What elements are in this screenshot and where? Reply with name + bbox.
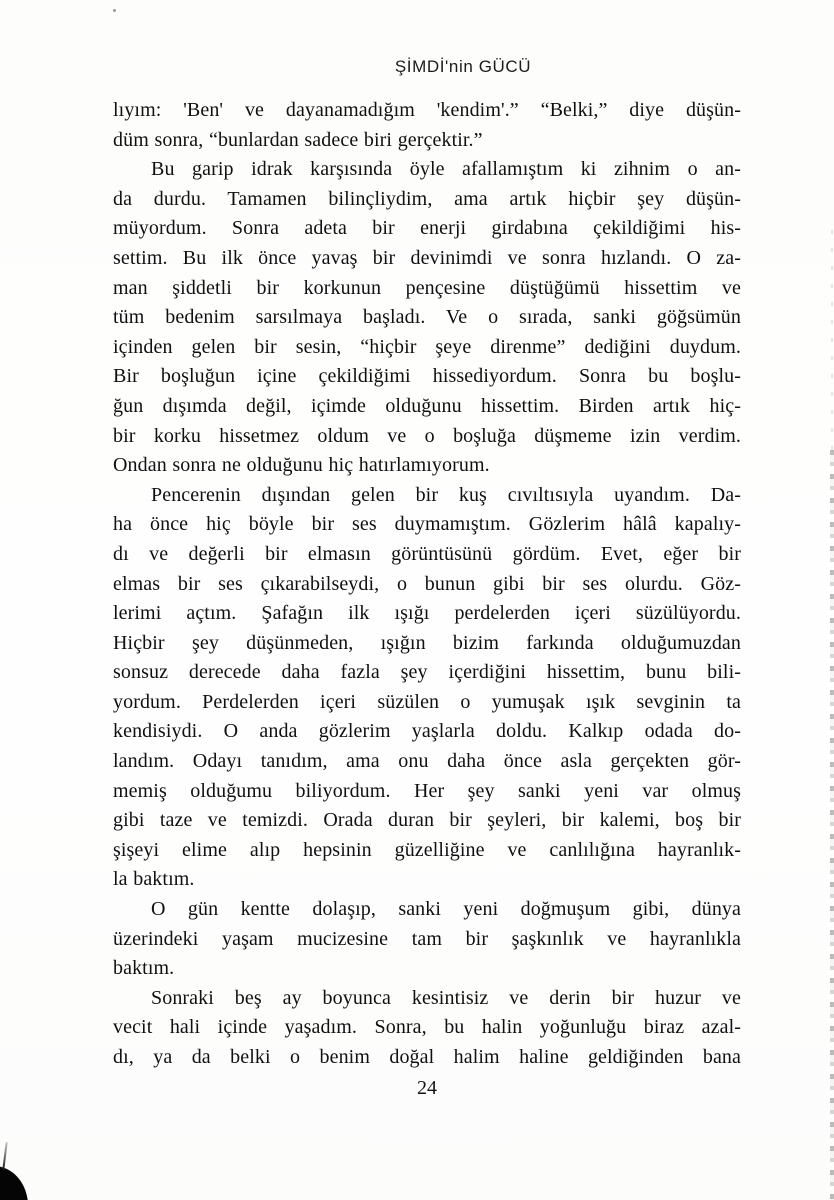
- text-line: bir korku hissetmez oldum ve o boşluğa düşmeme izin verdim.: [113, 424, 741, 447]
- text-line: baktım.: [113, 957, 175, 980]
- text-line: ha önce hiç böyle bir ses duymamıştım. Gözlerim hâlâ kapalıy-: [113, 513, 741, 536]
- text-line: lerimi açtım. Şafağın ilk ışığı perdelerden içeri süzülüyordu.: [113, 602, 741, 625]
- text-line: ğun dışımda değil, içimde olduğunu hissettim. Birden artık hiç-: [113, 394, 741, 417]
- text-line: settim. Bu ilk önce yavaş bir devinimdi ve sonra hızlandı. O za-: [113, 246, 741, 269]
- text-line: elmas bir ses çıkarabilseydi, o bunun gibi bir ses olurdu. Göz-: [113, 572, 741, 595]
- scan-speck: [113, 9, 116, 12]
- page-number: 24: [417, 1077, 437, 1099]
- text-line: Sonraki beş ay boyunca kesintisiz ve derin bir huzur ve: [151, 986, 741, 1009]
- running-header-title: ŞİMDİ'nin GÜCÜ: [394, 57, 532, 76]
- text-line: lıyım: 'Ben' ve dayanamadığım 'kendim'.” “Belki,” diye düşün-: [113, 99, 741, 121]
- paragraph: [113, 481, 741, 895]
- page-corner-shadow: [0, 1166, 28, 1200]
- text-line: vecit hali içinde yaşadım. Sonra, bu halin yoğunluğu biraz azal-: [113, 1016, 741, 1039]
- text-line: müyordum. Sonra adeta bir enerji girdabına çekildiğimi his-: [113, 217, 741, 240]
- text-line: landım. Odayı tanıdım, ama onu daha önce asla gerçekten gör-: [113, 750, 741, 773]
- text-line: da durdu. Tamamen bilinçliydim, ama artık hiçbir şey düşün-: [113, 187, 741, 210]
- text-block: [113, 96, 741, 1073]
- text-line: dı ve değerli bir elmasın görüntüsünü gördüm. Evet, eğer bir: [113, 542, 741, 565]
- text-line: Bir boşluğun içine çekildiğimi hissediyordum. Sonra bu boşlu-: [113, 365, 741, 388]
- text-line: O gün kentte dolaşıp, sanki yeni doğmuşum gibi, dünya: [151, 898, 741, 921]
- paragraph: [113, 155, 741, 481]
- paragraph: [113, 895, 741, 984]
- text-line: Bu garip idrak karşısında öyle afallamıştım ki zihnim o an-: [151, 158, 741, 181]
- text-line: gibi taze ve temizdi. Orada duran bir şeyleri, bir kalemi, boş bir: [113, 809, 741, 832]
- text-line: dı, ya da belki o benim doğal halim haline geldiğinden bana: [113, 1046, 741, 1068]
- text-line: Pencerenin dışından gelen bir kuş cıvıltısıyla uyandım. Da-: [151, 483, 741, 506]
- text-line: man şiddetli bir korkunun pençesine düştüğümü hissettim ve: [113, 276, 741, 299]
- paragraph: [113, 96, 741, 155]
- text-line: Ondan sonra ne olduğunu hiç hatırlamıyorum.: [113, 454, 490, 477]
- paragraph: [113, 984, 741, 1073]
- scan-edge-noise: [830, 450, 834, 1200]
- text-line: kendisiydi. O anda gözlerim yaşlarla doldu. Kalkıp odada do-: [113, 720, 741, 743]
- text-line: üzerindeki yaşam mucizesine tam bir şaşkınlık ve hayranlıkla: [113, 927, 741, 950]
- text-line: la baktım.: [113, 868, 195, 891]
- text-line: sonsuz derecede daha fazla şey içerdiğini hissettim, bunu bili-: [113, 661, 741, 684]
- scan-edge-noise-faint: [831, 230, 833, 450]
- text-line: düm sonra, “bunlardan sadece biri gerçektir.”: [113, 128, 483, 151]
- text-line: tüm bedenim sarsılmaya başladı. Ve o sırada, sanki göğsümün: [113, 306, 741, 329]
- text-line: Hiçbir şey düşünmeden, ışığın bizim farkında olduğumuzdan: [113, 631, 741, 654]
- text-line: memiş olduğumu biliyordum. Her şey sanki yeni var olmuş: [113, 779, 741, 802]
- text-line: içinden gelen bir sesin, “hiçbir şeye direnme” dediğini duydum.: [113, 335, 741, 358]
- text-line: yordum. Perdelerden içeri süzülen o yumuşak ışık sevginin ta: [113, 690, 741, 713]
- text-line: şişeyi elime alıp hepsinin güzelliğine ve canlılığına hayranlık-: [113, 838, 741, 861]
